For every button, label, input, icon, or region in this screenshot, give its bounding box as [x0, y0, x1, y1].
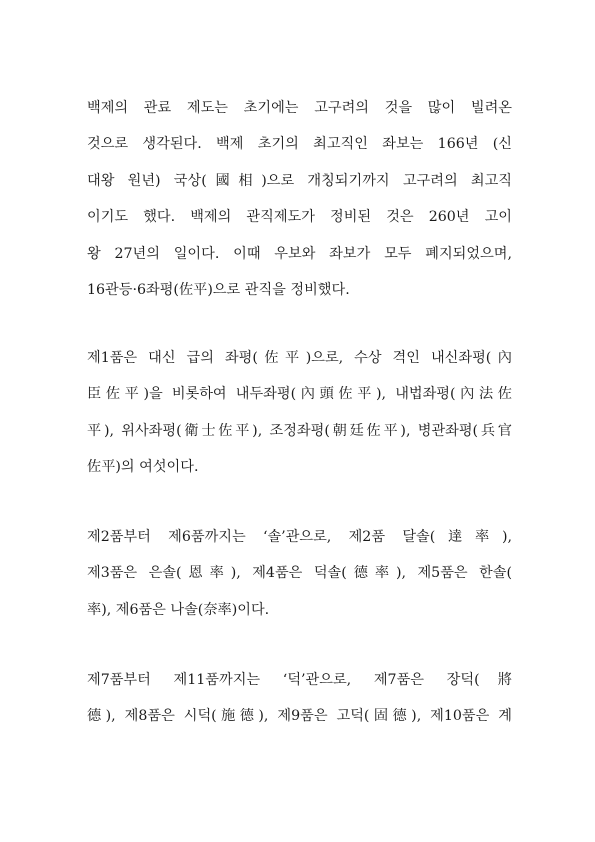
- text-line: 率), 제6품은 나솔(奈率)이다.: [87, 601, 270, 618]
- text-line: 德), 제8품은 시덕(施德), 제9품은 고덕(固德), 제10품은 계: [87, 708, 512, 725]
- text-line: 이기도 했다. 백제의 관직제도가 정비된 것은 260년 고이: [87, 209, 512, 226]
- text-line: 제1품은 대신 급의 좌평(佐平)으로, 수상 격인 내신좌평(內: [87, 350, 512, 366]
- paragraph-deok-ranks: [87, 662, 512, 735]
- text-line: 佐平)의 여섯이다.: [87, 459, 199, 476]
- text-line: 제2품부터 제6품까지는 ‘솔’관으로, 제2품 달솔(達率),: [87, 529, 512, 545]
- text-line: 왕 27년의 일이다. 이때 우보와 좌보가 모두 폐지되었으며,: [87, 245, 512, 262]
- paragraph-baekje-bureaucracy-origin: [87, 90, 512, 308]
- paragraph-first-rank-jwapyeong: [87, 340, 512, 486]
- text-line: 대왕 원년) 국상(國相)으로 개칭되기까지 고구려의 최고직: [87, 172, 512, 189]
- text-line: 平), 위사좌평(衛士佐平), 조정좌평(朝廷佐平), 병관좌평(兵官: [87, 422, 512, 439]
- text-line: 제7품부터 제11품까지는 ‘덕’관으로, 제7품은 장덕(將: [87, 672, 512, 688]
- text-line: 제3품은 은솔(恩率), 제4품은 덕솔(德率), 제5품은 한솔(: [87, 565, 512, 582]
- text-line: 백제의 관료 제도는 초기에는 고구려의 것을 많이 빌려온: [87, 100, 512, 116]
- text-line: 臣佐平)을 비롯하여 내두좌평(內頭佐平), 내법좌평(內法佐: [87, 386, 512, 403]
- text-line: 것으로 생각된다. 백제 초기의 최고직인 좌보는 166년 (신: [87, 136, 512, 153]
- paragraph-sol-ranks: [87, 519, 512, 628]
- text-line: 16관등·6좌평(佐平)으로 관직을 정비했다.: [87, 281, 350, 298]
